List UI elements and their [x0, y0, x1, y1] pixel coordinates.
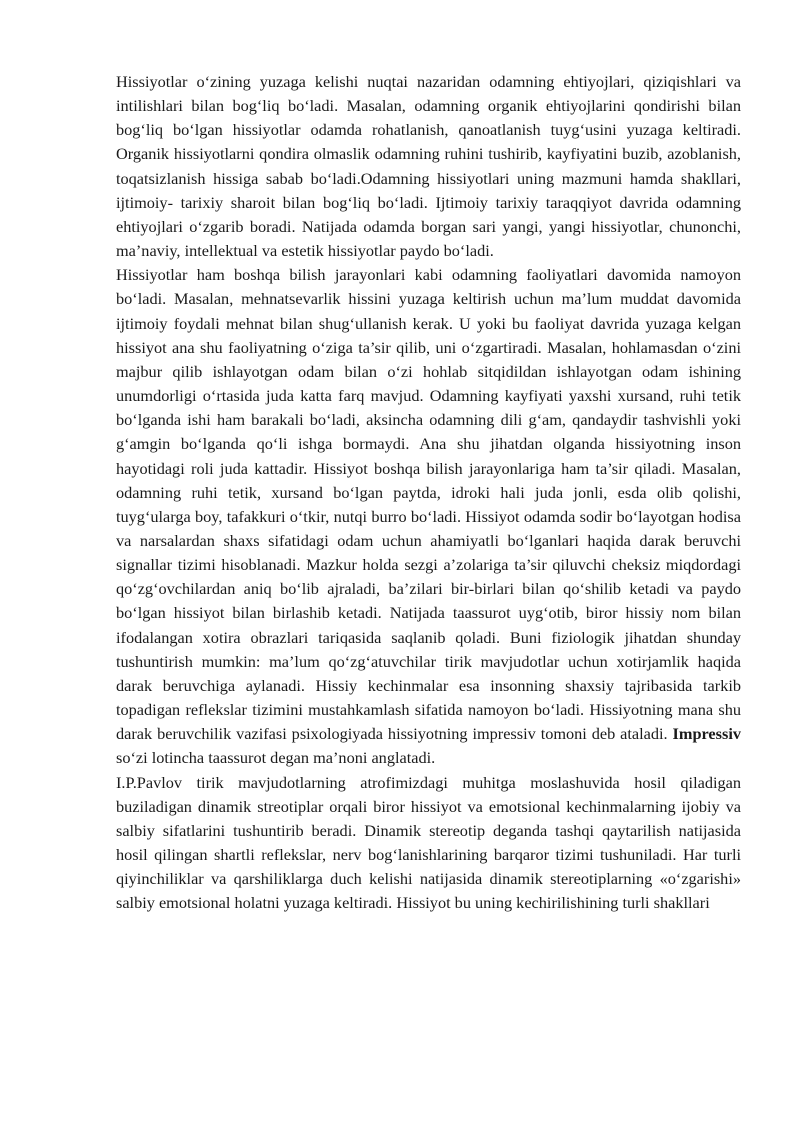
paragraph-text-before-term: Hissiyotlar ham boshqa bilish jarayonlari kabi odamning faoliyatlari davomida namoyon bo‘ladi. Masalan, mehnatsevarlik hissini yuzaga keltirish uchun ma’lum muddat davomida ijtimoiy foydali mehnat bilan shug‘ullanish kerak. U yoki bu faoliyat davrida yuzaga kelgan hissiyot ana shu faoliyatning o‘ziga ta’sir qilib, uni o‘zgartiradi. Masalan, hohlamasdan o‘zini majbur qilib ishlayotgan odam bilan o‘zi hohlab sitqidildan ishlayotgan odam ishining unumdorligi o‘rtasida juda katta farq mavjud. Odamning kayfiyati yaxshi xursand, ruhi tetik bo‘lganda ishi ham barakali bo‘ladi, aksincha odamning dili g‘am, qandaydir tashvishli yoki g‘amgin bo‘lganda qo‘li ishga bormaydi. Ana shu jihatdan olganda hissiyotning inson hayotidagi roli juda kattadir. Hissiyot boshqa bilish jarayonlariga ham ta’sir qiladi. Masalan, odamning ruhi tetik, xursand bo‘lgan paytda, idroki hali juda jonli, esda olib qolishi, tuyg‘ularga boy, tafakkuri o‘tkir, nutqi burro bo‘ladi. Hissiyot odamda sodir bo‘layotgan hodisa va narsalardan shaxs sifatidagi odam uchun ahamiyatli bo‘lganlari haqida darak beruvchi signallar tizimi hisoblanadi. Mazkur holda sezgi a’zolariga ta’sir qiluvchi cheksiz miqdordagi qo‘zg‘ovchilardan aniq bo‘lib ajraladi, ba’zilari bir-birlari bilan qo‘shilib ketadi va paydo bo‘lgan hissiyot bilan birlashib ketadi. Natijada taassurot uyg‘otib, biror hissiy nom bilan ifodalangan xotira obrazlari tariqasida saqlanib qoladi. Buni fiziologik jihatdan shunday tushuntirish mumkin: ma’lum qo‘zg‘atuvchilar tirik mavjudotlar uchun xotirjamlik haqida darak beruvchiga aylanadi. Hissiy kechinmalar esa insonning shaxsiy tajribasida tarkib topadigan reflekslar tizimini mustahkamlash sifatida namoyon bo‘ladi. Hissiyotning mana shu darak beruvchilik vazifasi psixologiyada hissiyotning impressiv tomoni deb ataladi. — [116, 265, 741, 744]
document-page — [116, 70, 741, 915]
bold-term-impressiv: Impressiv — [672, 724, 741, 744]
paragraph-emotions-origin: Hissiyotlar o‘zining yuzaga kelishi nuqtai nazaridan odamning ehtiyojlari, qiziqishlari va intilishlari bilan bog‘liq bo‘ladi. Masalan, odamning organik ehtiyojlarini qondirishi bilan bog‘liq bo‘lgan hissiyotlar odamda rohatlanish, qanoatlanish tuyg‘usini yuzaga keltiradi. Organik hissiyotlarni qondira olmaslik odamning ruhini tushirib, kayfiyatini buzib, azoblanish, toqatsizlanish hissiga sabab bo‘ladi.Odamning hissiyotlari uning mazmuni hamda shakllari, ijtimoiy- tarixiy sharoit bilan bog‘liq bo‘ladi. Ijtimoiy tarixiy taraqqiyot davrida odamning ehtiyojlari o‘zgarib boradi. Natijada odamda borgan sari yangi, yangi hissiyotlar, chunonchi, ma’naviy, intellektual va estetik hissiyotlar paydo bo‘ladi. — [116, 72, 741, 261]
paragraph-text-after-term: so‘zi lotincha taassurot degan ma’noni anglatadi. — [116, 748, 436, 768]
paragraph-emotions-activity — [116, 263, 741, 770]
paragraph-pavlov-stereotypes: I.P.Pavlov tirik mavjudotlarning atrofimizdagi muhitga moslashuvida hosil qiladigan buziladigan dinamik streotiplar orqali biror hissiyot va emotsional kechinmalarning ijobiy va salbiy sifatlarini tushuntirib beradi. Dinamik stereotip deganda tashqi qaytarilish natijasida hosil qilingan shartli reflekslar, nerv bog‘lanishlarining barqaror tizimi tushuniladi. Har turli qiyinchiliklar va qarshiliklarga duch kelishi natijasida dinamik stereotiplarning «o‘zgarishi» salbiy emotsional holatni yuzaga keltiradi. Hissiyot bu uning kechirilishining turli shakllari — [116, 772, 741, 913]
